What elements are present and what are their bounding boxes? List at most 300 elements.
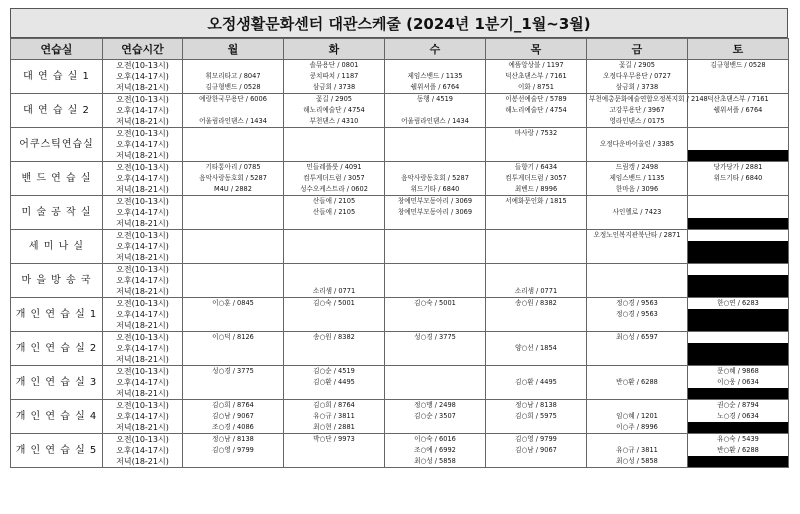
booking-cell (284, 252, 385, 264)
booking-cell (385, 377, 486, 388)
time-slot: 오후(14-17시) (103, 411, 183, 422)
room-name: 대 연 습 실 2 (11, 94, 103, 128)
booking-cell: 예뜸앙상블 / 1197 (486, 60, 587, 72)
time-slot: 오전(10-13시) (103, 230, 183, 242)
booking-cell: 이○웅 / 0634 (688, 377, 789, 388)
booking-cell: 동행 / 4519 (385, 94, 486, 106)
booking-cell (486, 252, 587, 264)
booking-cell (183, 275, 284, 286)
booking-cell (587, 343, 688, 354)
table-row (11, 150, 789, 162)
booking-cell: 정○남 / 8138 (183, 434, 284, 446)
booking-cell: 정○경 / 9563 (587, 298, 688, 310)
booking-cell: 솔뮤용단 / 0801 (284, 60, 385, 72)
booking-cell: 김○희 / 8764 (284, 400, 385, 412)
time-slot: 저녁(18-21시) (103, 354, 183, 366)
time-slot: 저녁(18-21시) (103, 184, 183, 196)
booking-cell: 소리샘 / 0771 (486, 286, 587, 298)
booking-cell: 컴투게더드럼 / 3057 (284, 173, 385, 184)
time-slot: 오전(10-13시) (103, 264, 183, 276)
booking-cell (688, 456, 789, 468)
booking-cell (183, 264, 284, 276)
booking-cell: 해노리예술단 / 4754 (284, 105, 385, 116)
booking-cell (183, 218, 284, 230)
booking-cell (284, 241, 385, 252)
room-name: 세 미 나 실 (11, 230, 103, 264)
booking-cell: 마사랑 / 7532 (486, 128, 587, 140)
booking-cell (587, 128, 688, 140)
time-slot: 오후(14-17시) (103, 309, 183, 320)
booking-cell: 김○영 / 9799 (183, 445, 284, 456)
booking-cell: 쿵치따치 / 1187 (284, 71, 385, 82)
header-time: 연습시간 (103, 39, 183, 60)
room-name: 대 연 습 실 1 (11, 60, 103, 94)
time-slot: 오전(10-13시) (103, 94, 183, 106)
booking-cell (688, 150, 789, 162)
booking-cell (688, 128, 789, 140)
booking-cell (587, 264, 688, 276)
table-row (11, 94, 789, 106)
booking-cell (688, 332, 789, 344)
booking-cell: 고강무용단 / 3967 (587, 105, 688, 116)
booking-cell (688, 218, 789, 230)
room-name: 개 인 연 습 실 4 (11, 400, 103, 434)
booking-cell (284, 128, 385, 140)
time-slot: 오후(14-17시) (103, 343, 183, 354)
booking-cell (486, 275, 587, 286)
booking-cell (385, 320, 486, 332)
booking-cell (587, 252, 688, 264)
booking-cell: 박○단 / 9973 (284, 434, 385, 446)
booking-cell (385, 343, 486, 354)
booking-cell: 정○경 / 9563 (587, 309, 688, 320)
booking-cell (183, 388, 284, 400)
time-slot: 저녁(18-21시) (103, 388, 183, 400)
booking-cell (183, 241, 284, 252)
booking-cell: 최○성 / 5858 (385, 456, 486, 468)
booking-cell (688, 196, 789, 208)
booking-cell (587, 366, 688, 378)
booking-cell (587, 241, 688, 252)
time-slot: 저녁(18-21시) (103, 456, 183, 468)
booking-cell (385, 230, 486, 242)
table-row (11, 173, 789, 184)
booking-cell (688, 309, 789, 320)
booking-cell: 쉘위셔플 / 6764 (385, 82, 486, 94)
booking-cell (284, 456, 385, 468)
header-mon: 월 (183, 39, 284, 60)
table-row (11, 388, 789, 400)
booking-cell (183, 354, 284, 366)
booking-cell: 정○맹 / 2498 (385, 400, 486, 412)
booking-cell (385, 139, 486, 150)
table-row (11, 218, 789, 230)
booking-cell: 정○남 / 8138 (486, 400, 587, 412)
header-row (11, 39, 789, 60)
schedule-table (10, 38, 789, 468)
booking-cell (688, 82, 789, 94)
booking-cell: 민들레플룻 / 4091 (284, 162, 385, 174)
time-slot: 오후(14-17시) (103, 105, 183, 116)
table-row (11, 82, 789, 94)
room-name: 어쿠스틱연습실 (11, 128, 103, 162)
booking-cell (183, 320, 284, 332)
booking-cell (385, 60, 486, 72)
table-row (11, 445, 789, 456)
booking-cell (688, 422, 789, 434)
booking-cell (688, 264, 789, 276)
table-row (11, 422, 789, 434)
booking-cell (486, 218, 587, 230)
booking-cell: 산들애 / 2105 (284, 196, 385, 208)
booking-cell (486, 139, 587, 150)
booking-cell: 김○환 / 4495 (486, 377, 587, 388)
booking-cell: 오정노인복지관북난타 / 2871 (587, 230, 688, 242)
booking-cell: 어울림라인댄스 / 1434 (183, 116, 284, 128)
time-slot: 저녁(18-21시) (103, 252, 183, 264)
booking-cell (385, 162, 486, 174)
booking-cell: 영라인댄스 / 0175 (587, 116, 688, 128)
booking-cell (486, 332, 587, 344)
booking-cell (486, 241, 587, 252)
booking-cell: 김○순 / 4519 (284, 366, 385, 378)
room-name: 마 을 방 송 국 (11, 264, 103, 298)
time-slot: 오전(10-13시) (103, 400, 183, 412)
booking-cell (587, 218, 688, 230)
table-row (11, 366, 789, 378)
booking-cell: 꽃길 / 2905 (284, 94, 385, 106)
booking-cell: 최○성 / 6597 (587, 332, 688, 344)
booking-cell: 송○원 / 8382 (486, 298, 587, 310)
header-fri: 금 (587, 39, 688, 60)
booking-cell: 유○규 / 3811 (284, 411, 385, 422)
booking-cell: 창예민부모동아리 / 3069 (385, 207, 486, 218)
booking-cell: 이봉선예술단 / 5789 (486, 94, 587, 106)
booking-cell (587, 388, 688, 400)
booking-cell (486, 309, 587, 320)
booking-cell: 한마음 / 3096 (587, 184, 688, 196)
booking-cell (688, 71, 789, 82)
booking-cell (688, 320, 789, 332)
booking-cell (385, 105, 486, 116)
booking-cell: 해노리예술단 / 4754 (486, 105, 587, 116)
booking-cell (385, 264, 486, 276)
booking-cell: 덕산초댄스부 / 7161 (688, 94, 789, 106)
booking-cell: 김규형밴드 / 0528 (688, 60, 789, 72)
booking-cell (385, 275, 486, 286)
booking-cell: 김○영 / 9799 (486, 434, 587, 446)
booking-cell (183, 230, 284, 242)
time-slot: 저녁(18-21시) (103, 320, 183, 332)
header-tue: 화 (284, 39, 385, 60)
booking-cell: 이○훈 / 0845 (183, 298, 284, 310)
booking-cell: 성○경 / 3775 (385, 332, 486, 344)
booking-cell: 성수오케스트라 / 0602 (284, 184, 385, 196)
booking-cell (284, 354, 385, 366)
booking-cell (486, 354, 587, 366)
booking-cell (385, 422, 486, 434)
table-row (11, 105, 789, 116)
booking-cell (284, 320, 385, 332)
booking-cell: 음악사랑동호회 / 5287 (183, 173, 284, 184)
booking-cell (688, 388, 789, 400)
booking-cell (688, 252, 789, 264)
table-row (11, 252, 789, 264)
booking-cell (183, 60, 284, 72)
table-row (11, 456, 789, 468)
time-slot: 오후(14-17시) (103, 71, 183, 82)
time-slot: 오후(14-17시) (103, 139, 183, 150)
booking-cell: 임○혜 / 1201 (587, 411, 688, 422)
booking-cell: 김○숙 / 5001 (385, 298, 486, 310)
booking-cell (385, 252, 486, 264)
table-row (11, 139, 789, 150)
booking-cell: 서예화문인화 / 1815 (486, 196, 587, 208)
time-slot: 오전(10-13시) (103, 332, 183, 344)
booking-cell: 산들애 / 2105 (284, 207, 385, 218)
time-slot: 오전(10-13시) (103, 434, 183, 446)
booking-cell (385, 388, 486, 400)
booking-cell: 위드기타 / 6840 (385, 184, 486, 196)
booking-cell (688, 184, 789, 196)
booking-cell (284, 445, 385, 456)
time-slot: 오전(10-13시) (103, 298, 183, 310)
time-slot: 오전(10-13시) (103, 196, 183, 208)
booking-cell: 드림캥 / 2498 (587, 162, 688, 174)
booking-cell: 쉘위셔플 / 6764 (688, 105, 789, 116)
booking-cell (284, 275, 385, 286)
booking-cell: 음악사랑동호회 / 5287 (385, 173, 486, 184)
booking-cell: 김○순 / 3507 (385, 411, 486, 422)
booking-cell: 김○숙 / 5001 (284, 298, 385, 310)
table-row (11, 162, 789, 174)
booking-cell (587, 354, 688, 366)
booking-cell (284, 230, 385, 242)
booking-cell: 이○주 / 8996 (587, 422, 688, 434)
time-slot: 저녁(18-21시) (103, 422, 183, 434)
booking-cell: 유○규 / 3811 (587, 445, 688, 456)
table-row (11, 196, 789, 208)
booking-cell: 양○선 / 1854 (486, 343, 587, 354)
booking-cell (385, 241, 486, 252)
booking-cell: 사인헬로 / 7423 (587, 207, 688, 218)
booking-cell (587, 400, 688, 412)
table-row (11, 116, 789, 128)
booking-cell: M4U / 2882 (183, 184, 284, 196)
booking-cell (183, 139, 284, 150)
time-slot: 오후(14-17시) (103, 377, 183, 388)
booking-cell: 김○환 / 4495 (284, 377, 385, 388)
booking-cell: 김○희 / 5975 (486, 411, 587, 422)
booking-cell: 부천댄스 / 4310 (284, 116, 385, 128)
booking-cell (385, 309, 486, 320)
booking-cell: 어울림라인댄스 / 1434 (385, 116, 486, 128)
booking-cell (385, 150, 486, 162)
time-slot: 저녁(18-21시) (103, 218, 183, 230)
time-slot: 저녁(18-21시) (103, 150, 183, 162)
room-name: 개 인 연 습 실 3 (11, 366, 103, 400)
booking-cell: 제임스밴드 / 1135 (587, 173, 688, 184)
booking-cell: 부천예총문화예술연합오정복지회 / 2148 (587, 94, 688, 106)
room-name: 개 인 연 습 실 1 (11, 298, 103, 332)
booking-cell (183, 196, 284, 208)
time-slot: 오전(10-13시) (103, 60, 183, 72)
booking-cell: 노○경 / 0634 (688, 411, 789, 422)
booking-cell (284, 343, 385, 354)
booking-cell (688, 139, 789, 150)
booking-cell: 당가당가 / 2881 (688, 162, 789, 174)
booking-cell: 꽃길 / 2905 (587, 60, 688, 72)
booking-cell: 예랑한국무용단 / 6006 (183, 94, 284, 106)
booking-cell: 들향기 / 6434 (486, 162, 587, 174)
booking-cell: 김규형밴드 / 0528 (183, 82, 284, 94)
booking-cell: 송○원 / 8382 (284, 332, 385, 344)
booking-cell (183, 286, 284, 298)
table-row (11, 184, 789, 196)
table-row (11, 434, 789, 446)
booking-cell (587, 434, 688, 446)
header-sat: 토 (688, 39, 789, 60)
booking-cell (183, 150, 284, 162)
booking-cell (385, 354, 486, 366)
table-row (11, 354, 789, 366)
booking-cell (183, 128, 284, 140)
table-row (11, 60, 789, 72)
booking-cell: 권○순 / 8794 (688, 400, 789, 412)
booking-cell: 성○경 / 3775 (183, 366, 284, 378)
booking-cell: 컴투게더드럼 / 3057 (486, 173, 587, 184)
booking-cell: 삼금회 / 3738 (284, 82, 385, 94)
booking-cell: 위드기타 / 6840 (688, 173, 789, 184)
booking-cell: 김○남 / 9067 (183, 411, 284, 422)
booking-cell (688, 116, 789, 128)
booking-cell: 김○남 / 9067 (486, 445, 587, 456)
booking-cell (284, 388, 385, 400)
booking-cell (688, 354, 789, 366)
room-name: 개 인 연 습 실 5 (11, 434, 103, 468)
booking-cell (183, 456, 284, 468)
table-row (11, 298, 789, 310)
table-row (11, 71, 789, 82)
booking-cell (587, 150, 688, 162)
header-room: 연습실 (11, 39, 103, 60)
booking-cell (486, 366, 587, 378)
booking-cell (486, 150, 587, 162)
schedule-body (11, 60, 789, 468)
booking-cell (183, 105, 284, 116)
time-slot: 오후(14-17시) (103, 275, 183, 286)
booking-cell (284, 218, 385, 230)
room-name: 개 인 연 습 실 2 (11, 332, 103, 366)
booking-cell: 이○숙 / 6016 (385, 434, 486, 446)
header-wed: 수 (385, 39, 486, 60)
booking-cell (486, 230, 587, 242)
booking-cell: 반○환 / 6288 (688, 445, 789, 456)
table-row (11, 241, 789, 252)
booking-cell (688, 241, 789, 252)
booking-cell (183, 377, 284, 388)
booking-cell (688, 275, 789, 286)
booking-cell: 조○경 / 4086 (183, 422, 284, 434)
booking-cell (486, 320, 587, 332)
time-slot: 오후(14-17시) (103, 445, 183, 456)
booking-cell: 제임스밴드 / 1135 (385, 71, 486, 82)
page-title: 오정생활문화센터 대관스케줄 (2024년 1분기_1월~3월) (10, 8, 788, 38)
booking-cell (486, 388, 587, 400)
booking-cell (183, 343, 284, 354)
booking-cell: 유○숙 / 5439 (688, 434, 789, 446)
table-row (11, 275, 789, 286)
booking-cell: 반○환 / 6288 (587, 377, 688, 388)
booking-cell: 오정다운바이올린 / 3385 (587, 139, 688, 150)
header-thu: 목 (486, 39, 587, 60)
booking-cell: 최벤드 / 8996 (486, 184, 587, 196)
room-name: 밴 드 연 습 실 (11, 162, 103, 196)
booking-cell: 문○혜 / 9868 (688, 366, 789, 378)
table-row (11, 377, 789, 388)
booking-cell: 삼금회 / 3738 (587, 82, 688, 94)
booking-cell: 덕산초댄스부 / 7161 (486, 71, 587, 82)
time-slot: 오후(14-17시) (103, 173, 183, 184)
booking-cell (688, 207, 789, 218)
time-slot: 오전(10-13시) (103, 366, 183, 378)
booking-cell: 이○덕 / 8126 (183, 332, 284, 344)
booking-cell (587, 275, 688, 286)
booking-cell (183, 252, 284, 264)
table-row (11, 343, 789, 354)
booking-cell (486, 422, 587, 434)
table-row (11, 128, 789, 140)
booking-cell: 최○현 / 2881 (284, 422, 385, 434)
table-row (11, 400, 789, 412)
booking-cell (486, 207, 587, 218)
time-slot: 오전(10-13시) (103, 162, 183, 174)
booking-cell (284, 150, 385, 162)
table-row (11, 332, 789, 344)
table-row (11, 286, 789, 298)
time-slot: 저녁(18-21시) (103, 116, 183, 128)
booking-cell: 소리샘 / 0771 (284, 286, 385, 298)
table-row (11, 309, 789, 320)
booking-cell (183, 309, 284, 320)
table-row (11, 264, 789, 276)
booking-cell: 한○연 / 6283 (688, 298, 789, 310)
booking-cell: 김○희 / 8764 (183, 400, 284, 412)
booking-cell: 조○예 / 6992 (385, 445, 486, 456)
table-row (11, 207, 789, 218)
time-slot: 저녁(18-21시) (103, 82, 183, 94)
table-row (11, 411, 789, 422)
table-row (11, 230, 789, 242)
booking-cell: 기타통아리 / 0785 (183, 162, 284, 174)
booking-cell (284, 309, 385, 320)
time-slot: 저녁(18-21시) (103, 286, 183, 298)
booking-cell (688, 230, 789, 242)
time-slot: 오전(10-13시) (103, 128, 183, 140)
booking-cell: 최○성 / 5858 (587, 456, 688, 468)
booking-cell (486, 264, 587, 276)
booking-cell (385, 218, 486, 230)
time-slot: 오후(14-17시) (103, 241, 183, 252)
room-name: 미 술 공 작 실 (11, 196, 103, 230)
booking-cell: 휘모리타고 / 8047 (183, 71, 284, 82)
booking-cell (385, 128, 486, 140)
booking-cell (587, 320, 688, 332)
booking-cell (385, 286, 486, 298)
booking-cell (688, 343, 789, 354)
booking-cell: 창예민부모동아리 / 3069 (385, 196, 486, 208)
table-row (11, 320, 789, 332)
